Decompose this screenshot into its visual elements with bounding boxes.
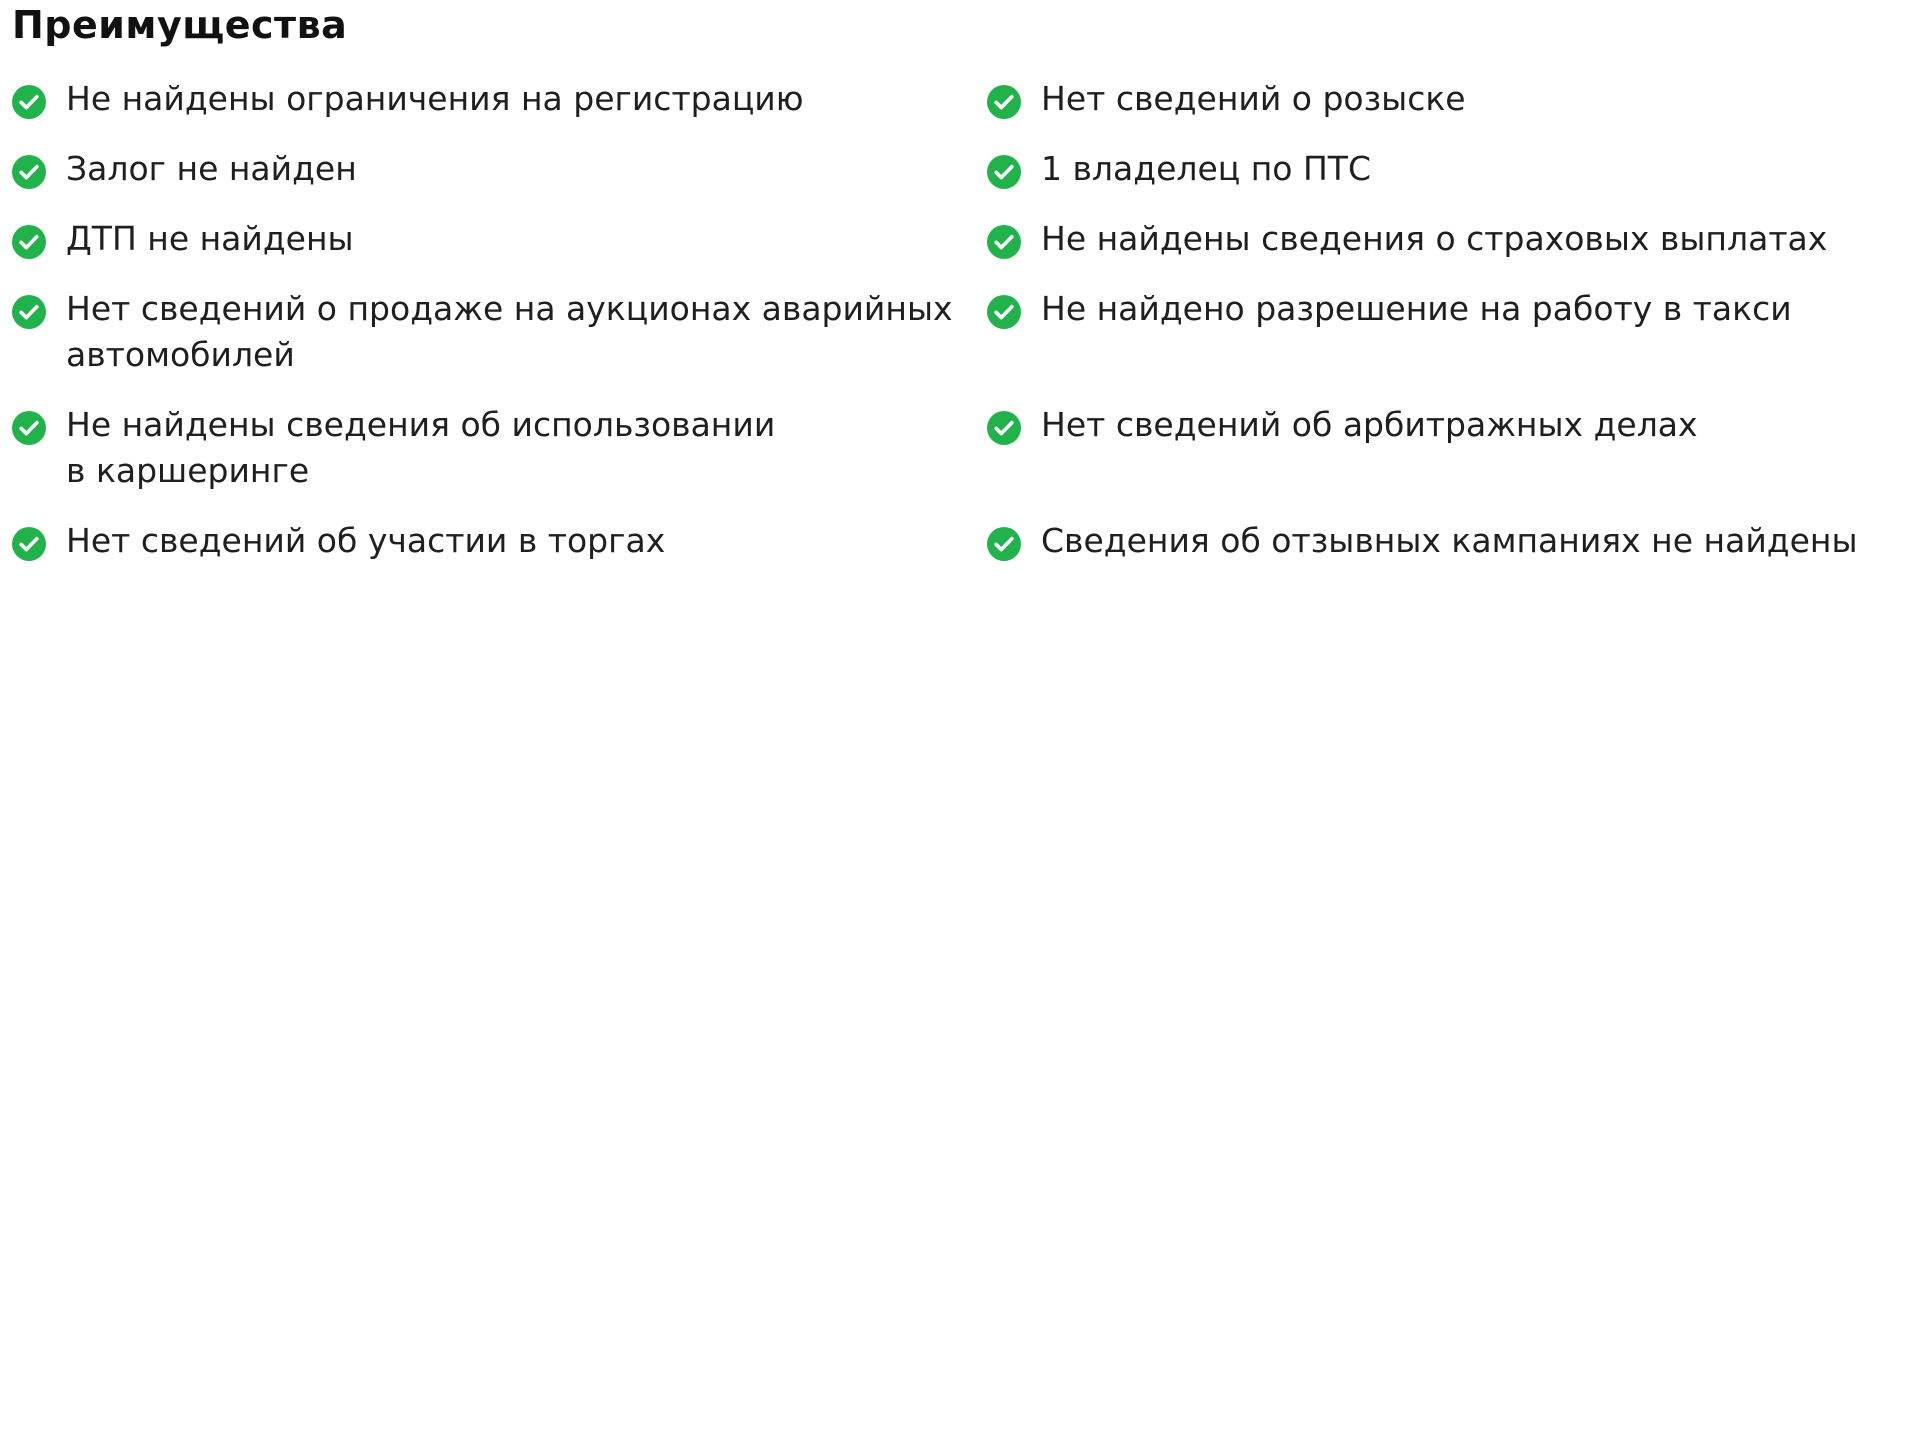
check-circle-icon: [12, 225, 46, 259]
advantage-text: Нет сведений о продаже на аукционах аварийных автомобилей: [66, 289, 953, 374]
advantage-text: Нет сведений о розыске: [1041, 79, 1466, 118]
advantage-text: Сведения об отзывных кампаниях не найдены: [1041, 521, 1858, 560]
check-circle-icon: [987, 295, 1021, 329]
advantage-text: 1 владелец по ПТС: [1041, 149, 1371, 188]
advantage-item: [12, 76, 987, 122]
check-circle-icon: [987, 85, 1021, 119]
check-circle-icon: [987, 411, 1021, 445]
advantage-item: [987, 216, 1887, 262]
check-circle-icon: [987, 225, 1021, 259]
advantage-item: [987, 518, 1887, 564]
advantage-text: Нет сведений об участии в торгах: [66, 521, 666, 560]
advantage-item: [987, 76, 1887, 122]
check-circle-icon: [12, 411, 46, 445]
advantages-section: [12, 0, 1912, 560]
advantage-text: Залог не найден: [66, 149, 357, 188]
advantages-list: [12, 76, 1887, 564]
check-circle-icon: [12, 295, 46, 329]
advantage-item: [987, 402, 1887, 494]
advantage-item: [12, 286, 987, 378]
check-circle-icon: [987, 155, 1021, 189]
check-circle-icon: [987, 527, 1021, 561]
advantage-text: Нет сведений об арбитражных делах: [1041, 405, 1698, 444]
advantage-item: [987, 146, 1887, 192]
advantage-item: [987, 286, 1887, 378]
check-circle-icon: [12, 155, 46, 189]
section-title: Преимущества: [12, 3, 348, 47]
advantage-item: [12, 216, 987, 262]
advantage-text: ДТП не найдены: [66, 219, 354, 258]
advantage-item: [12, 402, 987, 494]
advantage-text: Не найдены сведения о страховых выплатах: [1041, 219, 1828, 258]
check-circle-icon: [12, 85, 46, 119]
advantage-text: Не найдены ограничения на регистрацию: [66, 79, 804, 118]
advantage-item: [12, 146, 987, 192]
advantage-item: [12, 518, 987, 564]
check-circle-icon: [12, 527, 46, 561]
advantage-text: Не найдены сведения об использовании в каршеринге: [66, 405, 776, 490]
advantage-text: Не найдено разрешение на работу в такси: [1041, 289, 1792, 328]
